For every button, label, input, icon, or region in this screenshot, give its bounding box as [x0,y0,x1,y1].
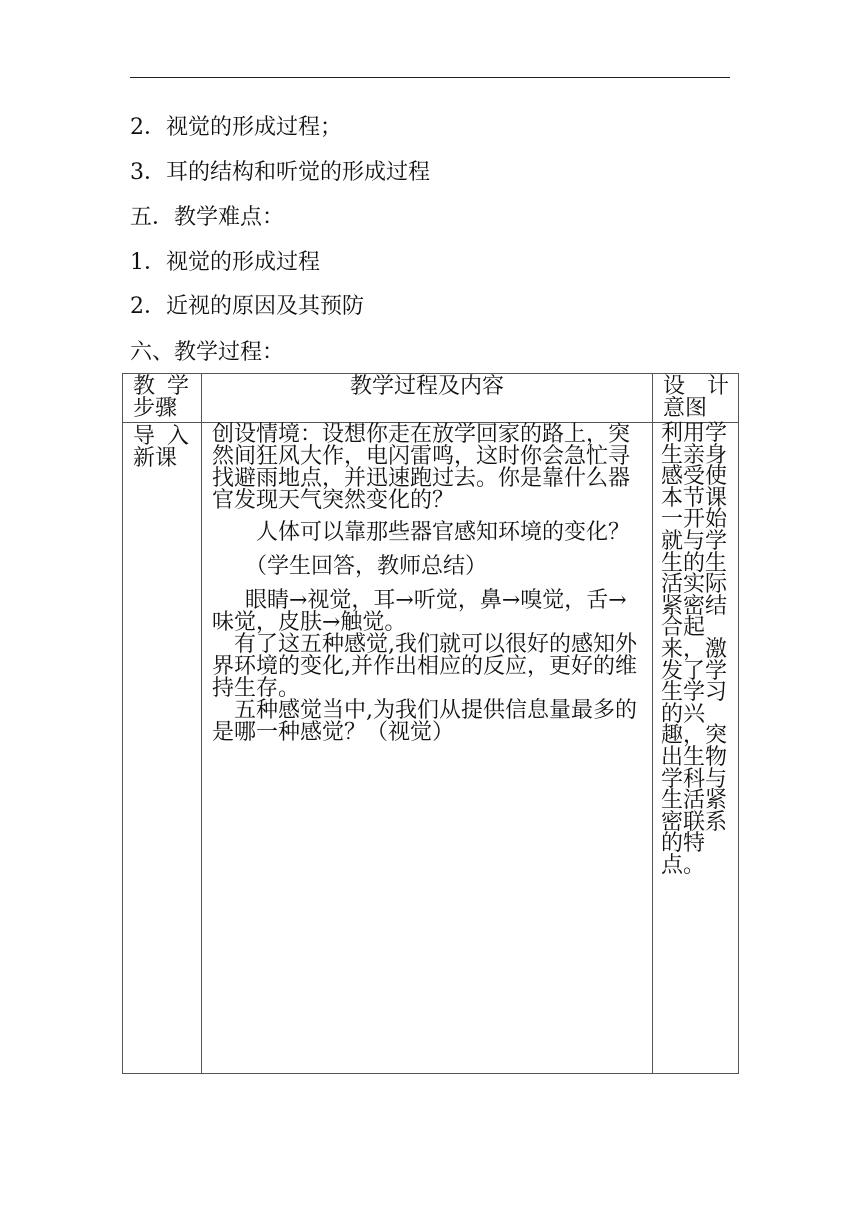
content-cell [202,423,653,1074]
header-design-char-2: 计 [706,374,729,399]
content-paragraph: （学生回答，教师总结） [245,554,488,579]
header-step-line-2: 步骤 [133,396,178,421]
lesson-process-table [122,373,739,1074]
difficulty-2: 2．近视的原因及其预防 [130,294,364,319]
step-line-2: 新课 [133,446,178,471]
step-char-2: 入 [166,424,189,449]
header-step [123,374,202,423]
header-design [653,374,739,423]
header-design-line-2: 意图 [663,396,708,421]
content-paragraph: 眼睛→视觉，耳→听觉，鼻→嗅觉，舌→味觉，皮肤→触觉。 [212,588,627,635]
header-rule [130,77,730,78]
header-design-char-1: 设 [663,374,686,399]
table-header-row [123,374,739,423]
difficulty-1: 1．视觉的形成过程 [130,250,320,275]
key-point-3: 3．耳的结构和听觉的形成过程 [130,160,430,185]
header-step-char-1: 教 [133,374,156,399]
header-step-char-2: 学 [166,374,189,399]
content-paragraph: 有了这五种感觉,我们就可以很好的感知外界环境的变化,并作出相应的反应，更好的维持生存。 [212,632,637,701]
content-paragraph: 创设情境：设想你走在放学回家的路上，突然间狂风大作，电闪雷鸣，这时你会急忙寻找避雨地点，并迅速跑过去。你是靠什么器官发现天气突然变化的？ [212,422,631,513]
difficulty-heading: 五．教学难点： [130,205,285,230]
content-paragraph: 五种感觉当中,为我们从提供信息量最多的是哪一种感觉？（视觉） [212,698,637,745]
process-heading: 六、教学过程： [130,340,285,365]
key-point-2: 2．视觉的形成过程； [130,115,342,140]
step-char-1: 导 [133,424,156,449]
content-paragraph: 人体可以靠那些器官感知环境的变化？ [256,520,631,545]
design-intent-cell: 利用学生亲身感受使本节课一开始就与学生的生活实际紧密结合起来，激发了学生学习的兴趣，突出生物学科与生活紧密联系的特点。 [653,423,739,1074]
header-content: 教学过程及内容 [202,374,653,423]
step-cell [123,423,202,1074]
table-row [123,423,739,1074]
